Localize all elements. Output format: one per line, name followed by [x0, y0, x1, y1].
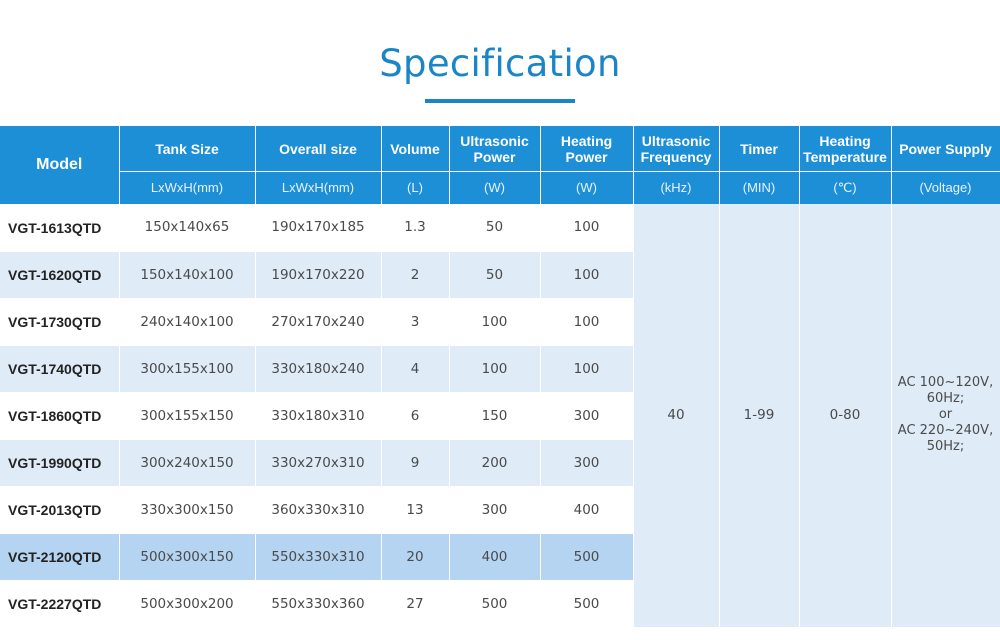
unit-heating-power: (W)	[540, 172, 633, 205]
cell-heating-power: 500	[540, 533, 633, 580]
cell-ultrasonic-power: 400	[449, 533, 540, 580]
cell-tank-size: 300x155x150	[119, 392, 255, 439]
cell-ultrasonic-frequency: 40	[633, 204, 719, 627]
cell-volume: 3	[381, 298, 449, 345]
header-volume: Volume	[381, 126, 449, 172]
header-timer: Timer	[719, 126, 799, 172]
specification-table	[0, 126, 1000, 628]
unit-volume: (L)	[381, 172, 449, 205]
unit-ultrasonic-frequency: (kHz)	[633, 172, 719, 205]
cell-ultrasonic-power: 500	[449, 580, 540, 627]
header-tank-size: Tank Size	[119, 126, 255, 172]
power-supply-line: AC 220~240V,	[897, 423, 994, 439]
cell-heating-power: 300	[540, 439, 633, 486]
table-body	[0, 204, 1000, 627]
unit-tank-size: LxWxH(mm)	[119, 172, 255, 205]
power-supply-line: or	[938, 407, 953, 423]
header-power-supply: Power Supply	[891, 126, 1000, 172]
cell-ultrasonic-power: 200	[449, 439, 540, 486]
cell-heating-power: 100	[540, 345, 633, 392]
cell-model: VGT-1860QTD	[0, 392, 119, 439]
cell-overall-size: 360x330x310	[255, 486, 381, 533]
cell-heating-power: 400	[540, 486, 633, 533]
cell-volume: 27	[381, 580, 449, 627]
cell-overall-size: 550x330x360	[255, 580, 381, 627]
cell-overall-size: 270x170x240	[255, 298, 381, 345]
cell-ultrasonic-power: 100	[449, 298, 540, 345]
cell-tank-size: 150x140x100	[119, 251, 255, 298]
cell-model: VGT-2013QTD	[0, 486, 119, 533]
header-heating-temperature: Heating Temperature	[799, 126, 891, 172]
header-overall-size: Overall size	[255, 126, 381, 172]
cell-volume: 2	[381, 251, 449, 298]
cell-ultrasonic-power: 50	[449, 204, 540, 251]
cell-volume: 13	[381, 486, 449, 533]
header-model: Model	[0, 126, 119, 204]
cell-heating-temperature: 0-80	[799, 204, 891, 627]
cell-tank-size: 300x240x150	[119, 439, 255, 486]
unit-ultrasonic-power: (W)	[449, 172, 540, 205]
cell-model: VGT-1740QTD	[0, 345, 119, 392]
cell-model: VGT-1620QTD	[0, 251, 119, 298]
cell-overall-size: 330x270x310	[255, 439, 381, 486]
cell-overall-size: 330x180x310	[255, 392, 381, 439]
power-supply-line: 60Hz;	[926, 391, 965, 407]
cell-model: VGT-2227QTD	[0, 580, 119, 627]
table-header	[0, 126, 1000, 204]
cell-timer: 1-99	[719, 204, 799, 627]
cell-tank-size: 330x300x150	[119, 486, 255, 533]
cell-ultrasonic-power: 100	[449, 345, 540, 392]
cell-overall-size: 190x170x220	[255, 251, 381, 298]
cell-heating-power: 100	[540, 251, 633, 298]
unit-heating-temperature: (℃)	[799, 172, 891, 205]
header-heating-power: Heating Power	[540, 126, 633, 172]
cell-ultrasonic-power: 150	[449, 392, 540, 439]
cell-volume: 1.3	[381, 204, 449, 251]
cell-overall-size: 550x330x310	[255, 533, 381, 580]
header-ultrasonic-frequency: Ultrasonic Frequency	[633, 126, 719, 172]
cell-overall-size: 330x180x240	[255, 345, 381, 392]
unit-overall-size: LxWxH(mm)	[255, 172, 381, 205]
cell-model: VGT-2120QTD	[0, 533, 119, 580]
power-supply-line: 50Hz;	[926, 439, 965, 455]
cell-volume: 20	[381, 533, 449, 580]
unit-timer: (MIN)	[719, 172, 799, 205]
cell-ultrasonic-power: 50	[449, 251, 540, 298]
cell-tank-size: 300x155x100	[119, 345, 255, 392]
cell-heating-power: 300	[540, 392, 633, 439]
cell-tank-size: 500x300x150	[119, 533, 255, 580]
cell-tank-size: 150x140x65	[119, 204, 255, 251]
unit-power-supply: (Voltage)	[891, 172, 1000, 205]
power-supply-line: AC 100~120V,	[897, 375, 994, 391]
cell-power-supply	[891, 204, 1000, 627]
cell-tank-size: 500x300x200	[119, 580, 255, 627]
cell-overall-size: 190x170x185	[255, 204, 381, 251]
cell-volume: 4	[381, 345, 449, 392]
cell-heating-power: 500	[540, 580, 633, 627]
page-title: Specification	[379, 42, 621, 85]
cell-heating-power: 100	[540, 298, 633, 345]
title-underline	[425, 99, 575, 103]
cell-model: VGT-1613QTD	[0, 204, 119, 251]
cell-heating-power: 100	[540, 204, 633, 251]
cell-volume: 6	[381, 392, 449, 439]
header-ultrasonic-power: Ultrasonic Power	[449, 126, 540, 172]
table-row	[0, 204, 1000, 251]
cell-model: VGT-1990QTD	[0, 439, 119, 486]
cell-tank-size: 240x140x100	[119, 298, 255, 345]
cell-volume: 9	[381, 439, 449, 486]
cell-model: VGT-1730QTD	[0, 298, 119, 345]
cell-ultrasonic-power: 300	[449, 486, 540, 533]
